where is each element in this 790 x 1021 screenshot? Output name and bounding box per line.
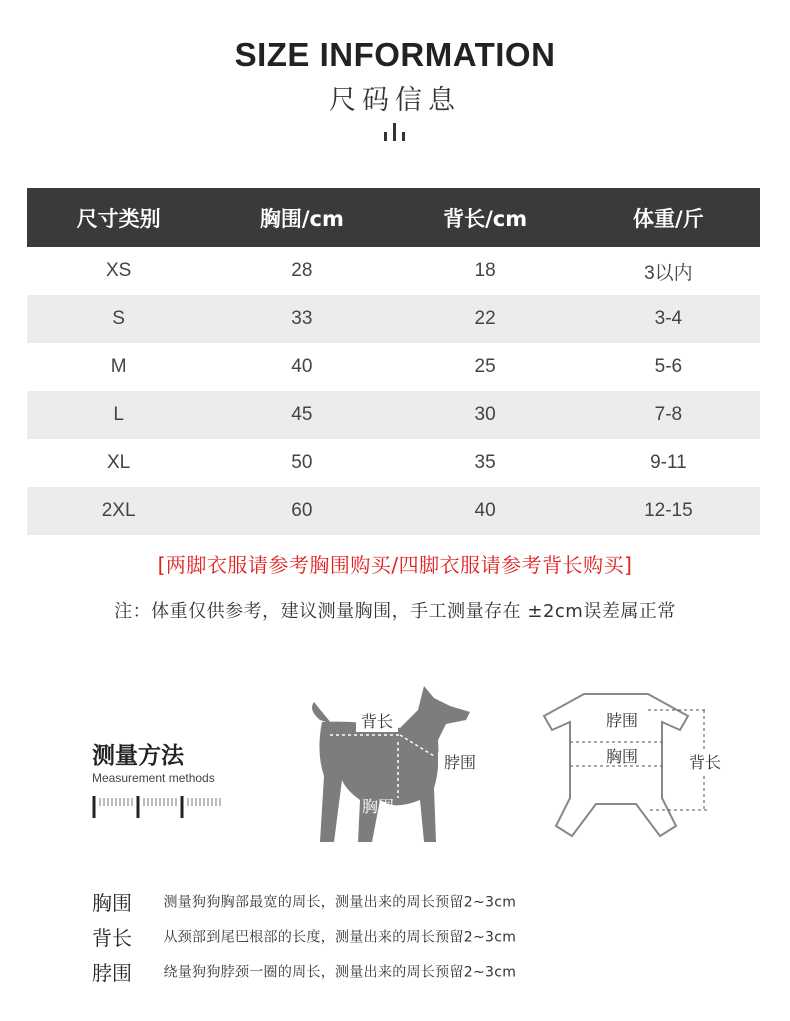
cell-chest: 28 [291, 260, 313, 281]
dog-neck-label: 脖围 [443, 753, 477, 772]
dog-diagram [300, 680, 485, 850]
definition-item [92, 922, 516, 951]
shirt-chest-label: 胸围 [605, 747, 639, 766]
column-header-weight: 体重/斤 [577, 188, 760, 247]
column-header-size: 尺寸类别 [27, 188, 210, 247]
definition-term: 背长 [92, 926, 132, 950]
method-title-en: Measurement methods [92, 771, 215, 785]
cell-chest: 60 [210, 487, 393, 535]
dog-chest-label: 胸围 [361, 797, 395, 816]
table-row [27, 487, 760, 535]
page-title-cn: 尺码信息 [329, 85, 461, 116]
table-row [27, 391, 760, 439]
shirt-back-label: 背长 [688, 753, 722, 772]
definition-term: 脖围 [92, 961, 132, 985]
cell-back-length: 35 [474, 452, 496, 473]
column-header-back-length: 背长/cm [394, 188, 577, 247]
cell-weight: 3以内 [644, 262, 693, 284]
clothing-diagram [540, 686, 730, 846]
cell-weight: 9-11 [650, 452, 687, 473]
cell-back-length: 30 [394, 391, 577, 439]
cell-size: M [110, 356, 127, 377]
cell-back-length: 40 [394, 487, 577, 535]
cell-size: XL [107, 452, 131, 473]
cell-weight: 3-4 [577, 295, 760, 343]
definition-item [92, 957, 516, 986]
purchase-notice: [两脚衣服请参考胸围购买/四脚衣服请参考背长购买] [157, 553, 633, 577]
title-decoration [381, 121, 411, 141]
definition-text: 测量狗狗胸部最宽的周长，测量出来的周长预留2~3cm [163, 894, 517, 911]
cell-chest: 50 [291, 452, 313, 473]
cell-chest: 40 [291, 356, 313, 377]
table-row [27, 439, 760, 487]
page-title-en: SIZE INFORMATION [234, 36, 556, 73]
ruler-icon [92, 794, 232, 820]
cell-back-length: 22 [394, 295, 577, 343]
column-header-chest: 胸围/cm [210, 188, 393, 247]
cell-weight: 5-6 [654, 356, 683, 377]
method-title-cn: 测量方法 [92, 743, 184, 769]
table-row [27, 343, 760, 391]
cell-back-length: 18 [474, 260, 496, 281]
definition-text: 从颈部到尾巴根部的长度，测量出来的周长预留2~3cm [163, 929, 517, 946]
cell-size: 2XL [27, 487, 210, 535]
cell-size: S [27, 295, 210, 343]
cell-size: L [27, 391, 210, 439]
table-row [27, 247, 760, 295]
measurement-note: 注：体重仅供参考，建议测量胸围，手工测量存在 ±2cm误差属正常 [114, 601, 676, 622]
shirt-neck-label: 脖围 [605, 711, 639, 730]
table-header-row [27, 188, 760, 247]
cell-size: XS [105, 260, 132, 281]
definition-term: 胸围 [92, 891, 132, 915]
cell-weight: 7-8 [577, 391, 760, 439]
cell-back-length: 25 [474, 356, 496, 377]
definition-text: 绕量狗狗脖颈一圈的周长，测量出来的周长预留2~3cm [163, 964, 517, 981]
table-row [27, 295, 760, 343]
dog-back-label: 背长 [360, 712, 394, 731]
cell-chest: 45 [210, 391, 393, 439]
cell-weight: 12-15 [577, 487, 760, 535]
cell-chest: 33 [210, 295, 393, 343]
size-table [27, 188, 760, 535]
definition-item [92, 887, 516, 916]
